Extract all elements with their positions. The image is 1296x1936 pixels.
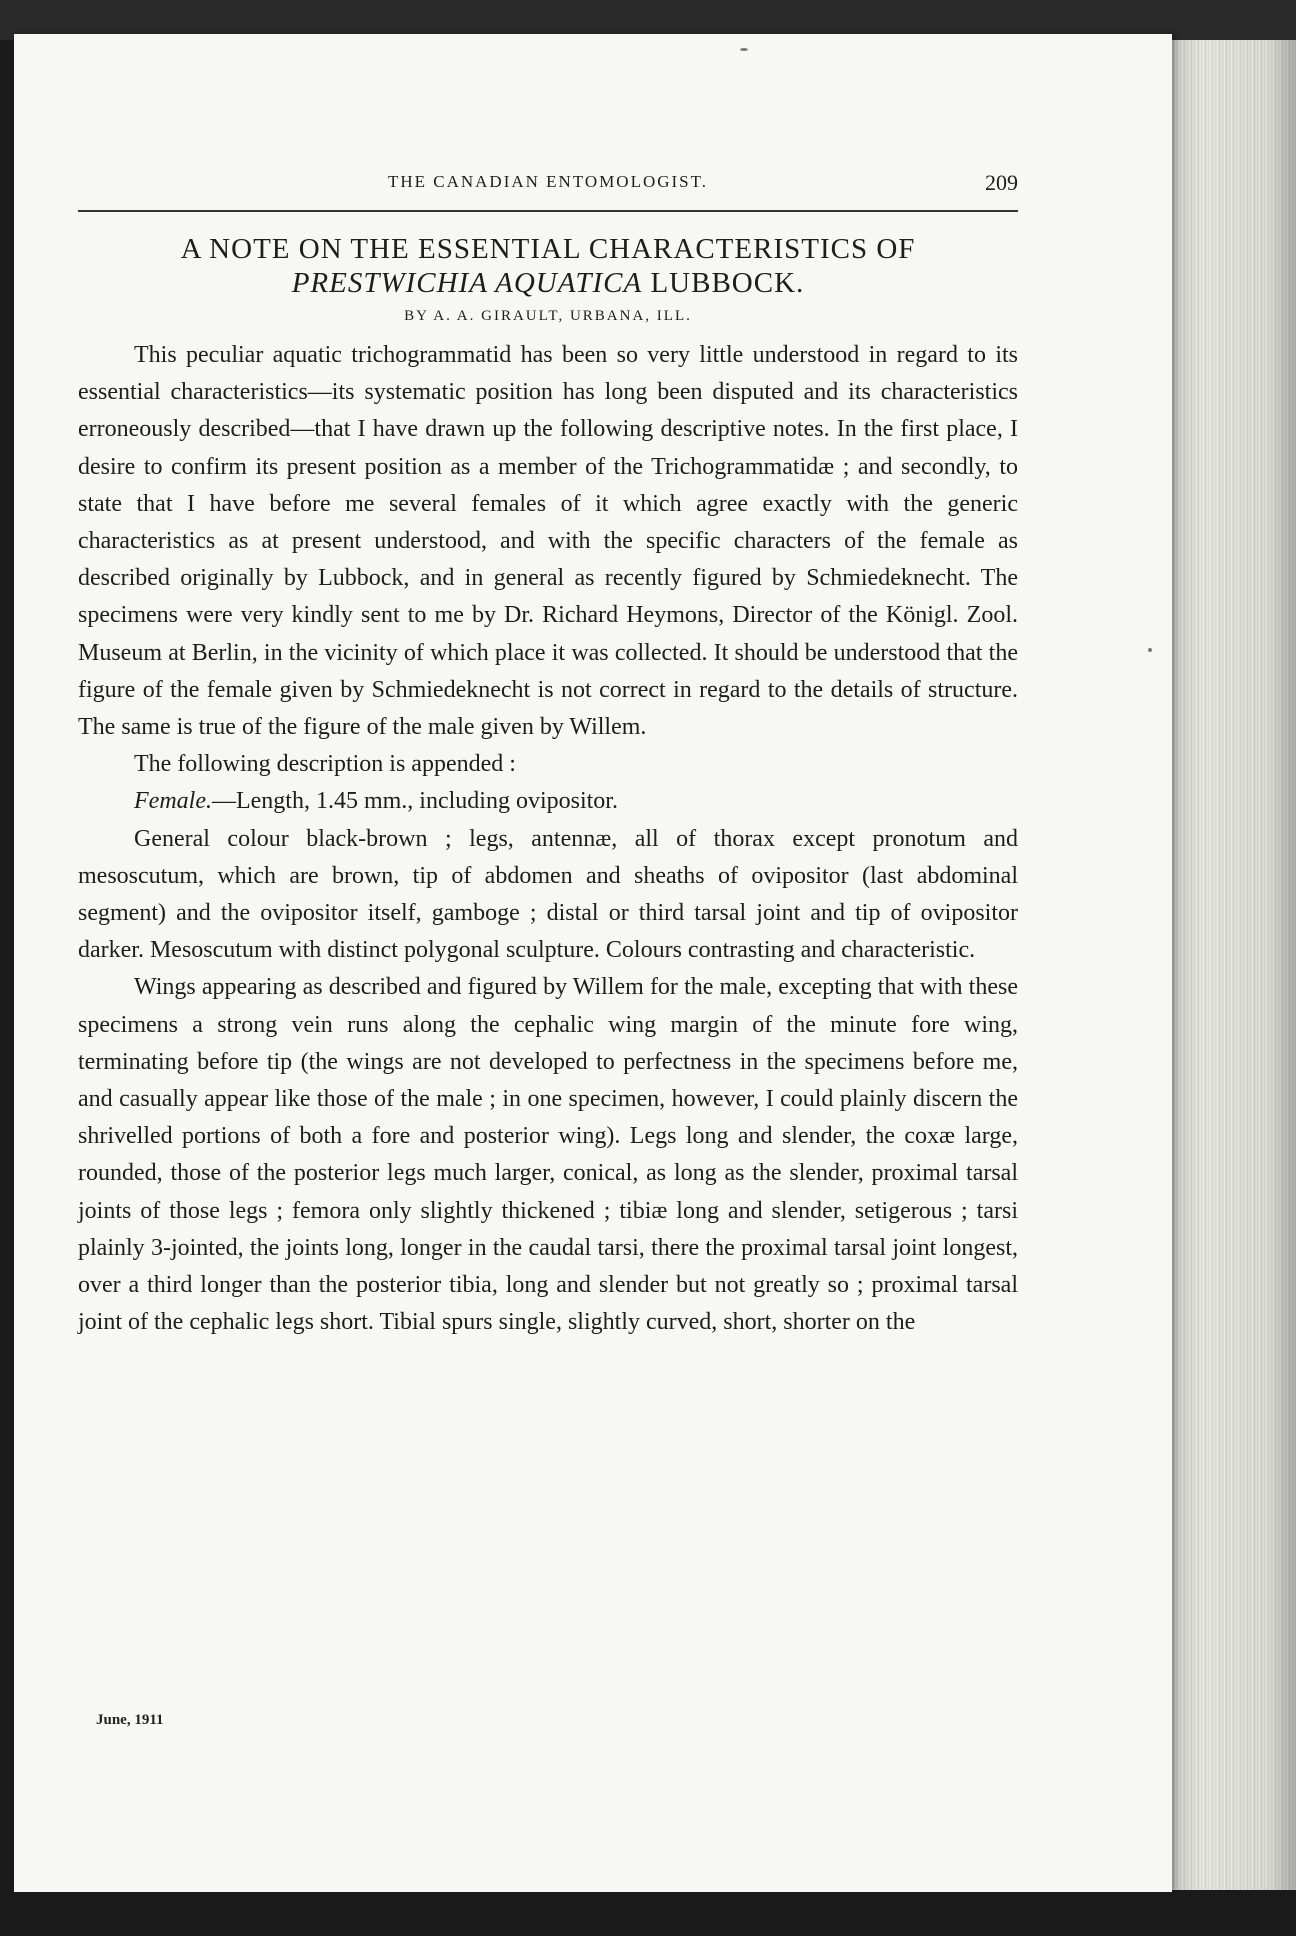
species-name: PRESTWICHIA AQUATICA — [291, 267, 643, 299]
scan-backdrop-bottom — [0, 1892, 1296, 1936]
book-page-edges — [1160, 40, 1296, 1890]
paragraph-female — [78, 783, 1018, 820]
byline: BY A. A. GIRAULT, URBANA, ILL. — [404, 308, 692, 324]
dust-speck — [1148, 648, 1152, 652]
journal-title: THE CANADIAN ENTOMOLOGIST. — [387, 172, 709, 191]
article-title — [78, 232, 1018, 300]
paragraph-intro: This peculiar aquatic trichogrammatid has been so very little understood in regard to its essential characteristics—its systematic position has long been disputed and its characteristics erroneously described—that I have drawn up the following descriptive notes. In the first place, I desire to confirm its present position as a member of the Trichogrammatidæ ; and secondly, to state that I have before me several females of it which agree exactly with the generic characteristics as at present understood, and with the specific characters of the female as described originally by Lubbock, and in general as recently figured by Schmiedeknecht. The specimens were very kindly sent to me by Dr. Richard Heymons, Director of the Königl. Zool. Museum at Berlin, in the vicinity of which place it was collected. It should be understood that the figure of the female given by Schmiedeknecht is not correct in regard to the details of structure. The same is true of the figure of the male given by Willem. — [78, 342, 1018, 741]
page-number: 209 — [985, 170, 1018, 195]
article-title-line-1: A NOTE ON THE ESSENTIAL CHARACTERISTICS OF — [180, 233, 916, 265]
dust-speck — [740, 48, 748, 51]
running-head — [78, 170, 1018, 212]
species-authority: LUBBOCK. — [642, 267, 805, 299]
paragraph-wings: Wings appearing as described and figured by Willem for the male, excepting that with these specimens a strong vein runs along the cephalic wing margin of the minute fore wing, terminating before tip (the wings are not developed to perfectness in the specimens before me, and casually appear like those of the male ; in one specimen, however, I could plainly discern the shrivelled portions of both a fore and posterior wing). Legs long and slender, the coxæ large, rounded, those of the posterior legs much larger, conical, as long as the slender, proximal tarsal joints of those legs ; femora only slightly thickened ; tibiæ long and slender, setigerous ; tarsi plainly 3-jointed, the joints long, longer in the caudal tarsi, there the proximal tarsal joint longest, over a third longer than the posterior tibia, long and slender but not greatly so ; proximal tarsal joint of the cephalic legs short. Tibial spurs single, slightly curved, short, shorter on the — [78, 974, 1018, 1336]
paragraph-appended: The following description is appended : — [134, 751, 516, 778]
article-title-line-2 — [78, 266, 1018, 300]
female-label: Female. — [134, 788, 212, 815]
paragraph-colour: General colour black-brown ; legs, antennæ, all of thorax except pronotum and mesoscutum, which are brown, tip of abdomen and sheaths of ovipositor (last abdominal segment) and the ovipositor itself, gamboge ; distal or third tarsal joint and tip of ovipositor darker. Mesoscutum with distinct polygonal sculpture. Colours contrasting and characteristic. — [78, 825, 1018, 964]
footer-date: June, 1911 — [96, 1712, 164, 1728]
female-length: —Length, 1.45 mm., including ovipositor. — [211, 788, 618, 815]
page-content — [78, 170, 1018, 1341]
